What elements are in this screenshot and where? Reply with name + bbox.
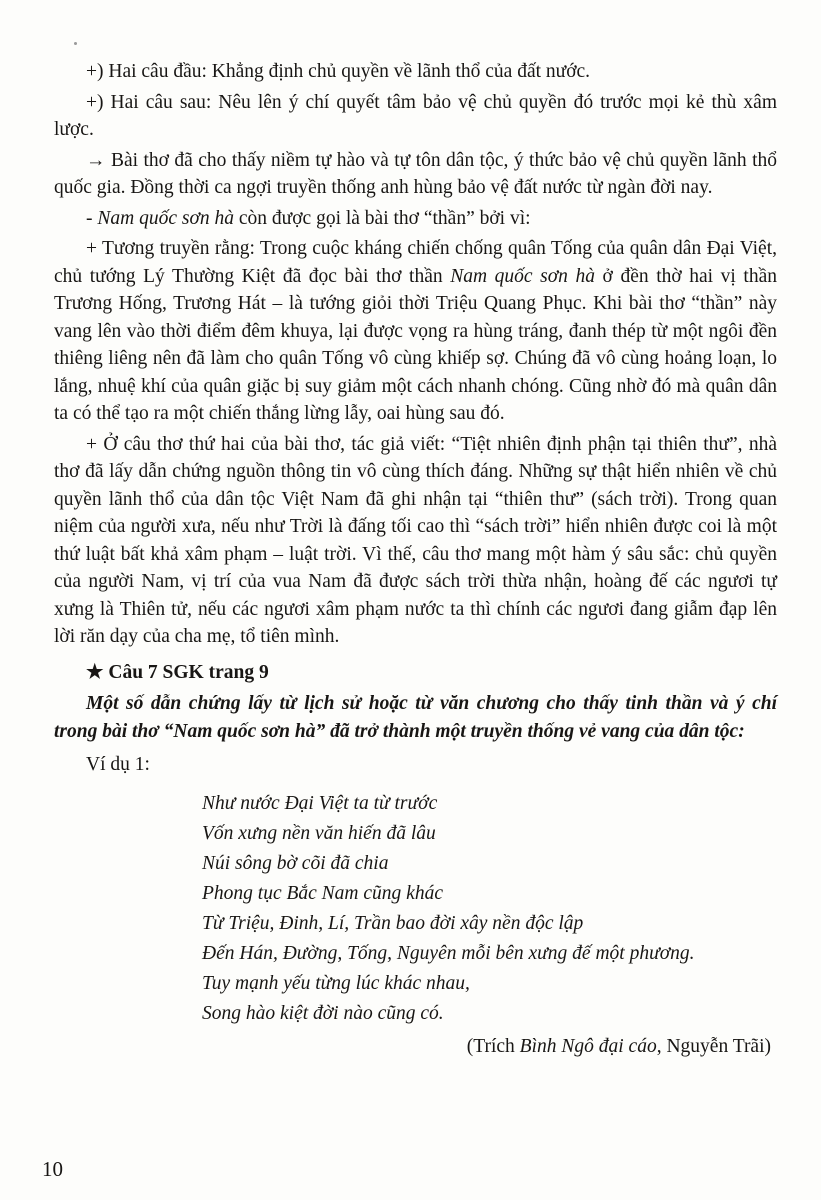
poem-title-italic: Nam quốc sơn hà: [450, 265, 595, 287]
poem-binh-ngo-dai-cao-excerpt: [202, 789, 777, 1029]
question-lead-paragraph: Một số dẫn chứng lấy từ lịch sử hoặc từ văn chương cho thấy tinh thần và ý chí trong bài thơ “Nam quốc sơn hà” đã trở thành một truyền thống vẻ vang của dân tộc:: [54, 693, 777, 742]
paragraph-conclusion-arrow: → Bài thơ đã cho thấy niềm tự hào và tự tôn dân tộc, ý thức bảo vệ chủ quyền lãnh thổ quốc gia. Đồng thời ca ngợi truyền thống anh hùng bảo vệ đất nước từ ngàn đời nay.: [54, 149, 777, 198]
poem-line: Tuy mạnh yếu từng lúc khác nhau,: [202, 972, 470, 994]
attribution-work-title: Bình Ngô đại cáo: [519, 1035, 657, 1057]
than-intro-text: còn được gọi là bài thơ “thần” bởi vì:: [234, 207, 531, 229]
legend-text-start: + Tương truyền rằng: Trong cuộc kháng chiến chống quân Tống của quân dân Đại Việt, chủ tướng Lý Thường Kiệt đã đọc bài thơ thần: [54, 238, 777, 287]
attribution-prefix: (Trích: [466, 1035, 520, 1057]
poem-line: Phong tục Bắc Nam cũng khác: [202, 882, 443, 904]
paragraph-than-intro: [54, 205, 777, 233]
example-label: Ví dụ 1:: [86, 754, 150, 775]
poem-line: Núi sông bờ cõi đã chia: [202, 852, 389, 874]
paragraph-thien-thu: + Ở câu thơ thứ hai của bài thơ, tác giả viết: “Tiệt nhiên định phận tại thiên thư”, nhà thơ đã lấy dẫn chứng nguồn thông tin vô cùng thích đáng. Những sự thật hiển nhiên về chủ quyền lãnh thổ của dân tộc Việt Nam đã ghi nhận tại “thiên thư” (sách trời). Trong quan niệm của người xưa, nếu như Trời là đấng tối cao thì “sách trời” hiển nhiên được coi là một thứ luật bất khả xâm phạm – luật trời. Vì thế, câu thơ mang một hàm ý sâu sắc: chủ quyền của người Nam, vị trí của vua Nam đã được sách trời thừa nhận, hoàng đế các ngươi tự xưng là Thiên tử, nếu các ngươi xâm phạm nước ta thì chính các ngươi đang giẫm đạp lên lời răn dạy của cha mẹ, tổ tiên mình.: [54, 433, 777, 647]
poem-line: Song hào kiệt đời nào cũng có.: [202, 1002, 444, 1024]
dash-marker: -: [86, 207, 98, 229]
poem-line: Như nước Đại Việt ta từ trước: [202, 792, 438, 814]
page-content: [54, 58, 777, 1063]
paragraph-two-first-lines: +) Hai câu đầu: Khẳng định chủ quyền về lãnh thổ của đất nước.: [86, 61, 591, 82]
scan-speck: [74, 42, 77, 45]
legend-text-end: ở đền thờ hai vị thần Trương Hống, Trương Hát – là tướng giỏi thời Triệu Quang Phục. Khi bài thơ “thần” này vang lên vào thời điểm đêm khuya, lại được vọng ra hùng tráng, đanh thép từ một ngôi đền thiêng liêng nên đã làm cho quân Tống vô cùng khiếp sợ. Chúng đã vô cùng hoảng loạn, lo lắng, nhuệ khí của quân giặc bị suy giảm một cách nhanh chóng. Cũng nhờ đó mà quân dân ta có thể tạo ra một chiến thắng lừng lẫy, oai hùng sau đó.: [54, 265, 778, 424]
paragraph-legend: [54, 235, 777, 428]
attribution-author: , Nguyễn Trãi): [656, 1035, 771, 1057]
poem-line: Từ Triệu, Đinh, Lí, Trần bao đời xây nền độc lập: [202, 912, 584, 934]
poem-line: Đến Hán, Đường, Tống, Nguyên mỗi bên xưng đế một phương.: [202, 942, 695, 964]
page-number: 10: [42, 1157, 63, 1181]
poem-line: Vốn xưng nền văn hiến đã lâu: [202, 822, 436, 844]
paragraph-two-last-lines: +) Hai câu sau: Nêu lên ý chí quyết tâm bảo vệ chủ quyền đó trước mọi kẻ thù xâm lược.: [54, 91, 777, 140]
poem-title-italic: Nam quốc sơn hà: [97, 207, 234, 229]
poem-attribution: [54, 1033, 777, 1061]
question-heading: ★ Câu 7 SGK trang 9: [86, 661, 269, 683]
